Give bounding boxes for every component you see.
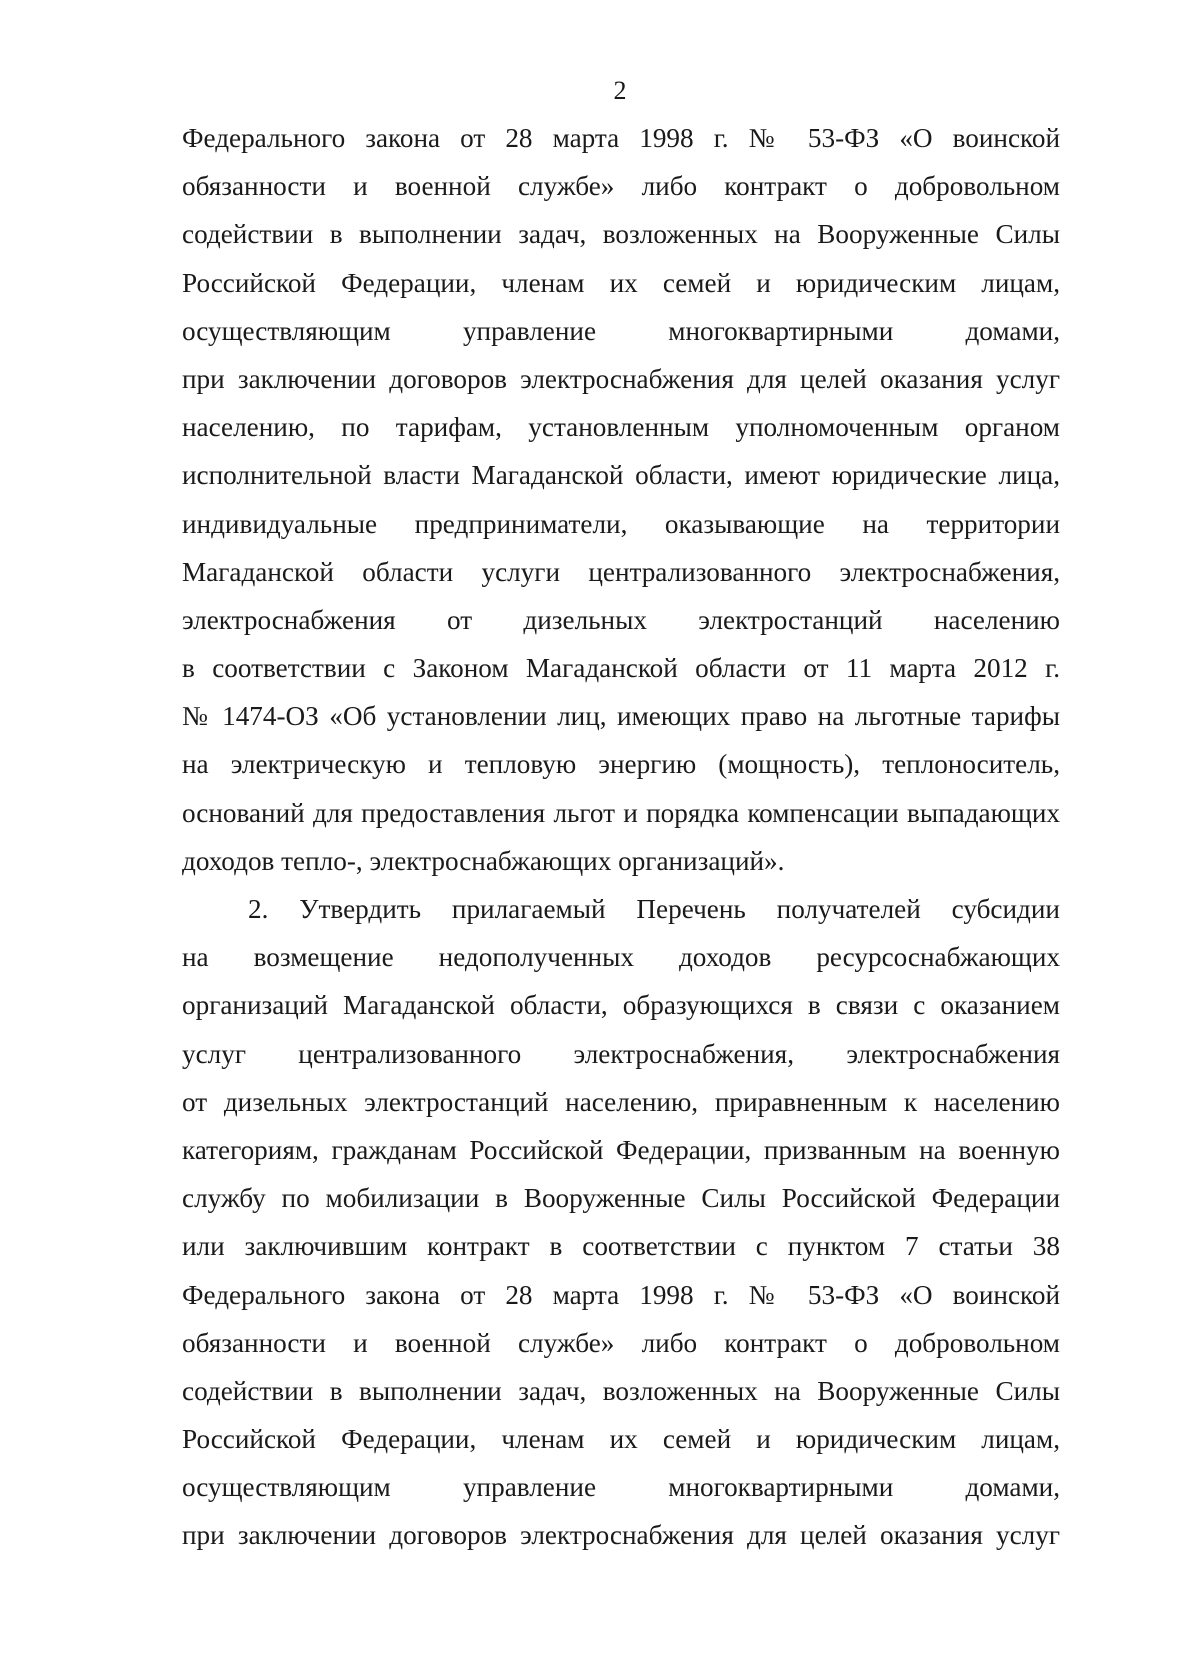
text-line: осуществляющим управление многоквартирными домами, <box>182 315 1060 346</box>
text-line: Российской Федерации, членам их семей и юридическим лицам, <box>182 267 1060 298</box>
text-line: категориям, гражданам Российской Федерации, призванным на военную <box>182 1134 1060 1165</box>
text-line: электроснабжения от дизельных электростанций населению <box>182 604 1060 635</box>
document-body <box>182 114 1060 1560</box>
text-line: содействии в выполнении задач, возложенных на Вооруженные Силы <box>182 219 1060 250</box>
text-line: при заключении договоров электроснабжения для целей оказания услуг <box>182 363 1060 394</box>
text-line: услуг централизованного электроснабжения, электроснабжения <box>182 1038 1060 1069</box>
text-line: оснований для предоставления льгот и порядка компенсации выпадающих <box>182 797 1060 828</box>
text-line: Магаданской области услуги централизованного электроснабжения, <box>182 556 1060 587</box>
text-line: в соответствии с Законом Магаданской области от 11 марта 2012 г. <box>182 653 1060 684</box>
text-line: от дизельных электростанций населению, приравненным к населению <box>182 1086 1060 1117</box>
text-line: организаций Магаданской области, образующихся в связи с оказанием <box>182 990 1060 1021</box>
text-line: обязанности и военной службе» либо контракт о добровольном <box>182 171 1060 202</box>
text-line: Федерального закона от 28 марта 1998 г. № 53-ФЗ «О воинской <box>182 1279 1060 1310</box>
text-line: № 1474-ОЗ «Об установлении лиц, имеющих право на льготные тарифы <box>182 701 1060 732</box>
page-number: 2 <box>613 76 627 105</box>
text-line: на электрическую и тепловую энергию (мощность), теплоноситель, <box>182 749 1060 780</box>
text-line: на возмещение недополученных доходов ресурсоснабжающих <box>182 942 1060 973</box>
text-line: осуществляющим управление многоквартирными домами, <box>182 1472 1060 1503</box>
text-line: Российской Федерации, членам их семей и юридическим лицам, <box>182 1424 1060 1455</box>
text-line: доходов тепло-, электроснабжающих организаций». <box>182 845 785 876</box>
text-line: Федерального закона от 28 марта 1998 г. № 53-ФЗ «О воинской <box>182 123 1060 153</box>
text-line: индивидуальные предприниматели, оказывающие на территории <box>182 508 1060 539</box>
text-line: исполнительной власти Магаданской области, имеют юридические лица, <box>182 460 1060 491</box>
text-line: службу по мобилизации в Вооруженные Силы Российской Федерации <box>182 1183 1060 1214</box>
text-line: при заключении договоров электроснабжения для целей оказания услуг <box>182 1520 1060 1551</box>
text-line: 2. Утвердить прилагаемый Перечень получателей субсидии <box>248 894 1060 924</box>
text-line: или заключившим контракт в соответствии с пунктом 7 статьи 38 <box>182 1231 1060 1262</box>
text-line: обязанности и военной службе» либо контракт о добровольном <box>182 1327 1060 1358</box>
text-line: населению, по тарифам, установленным уполномоченным органом <box>182 412 1060 443</box>
text-line: содействии в выполнении задач, возложенных на Вооруженные Силы <box>182 1375 1060 1406</box>
